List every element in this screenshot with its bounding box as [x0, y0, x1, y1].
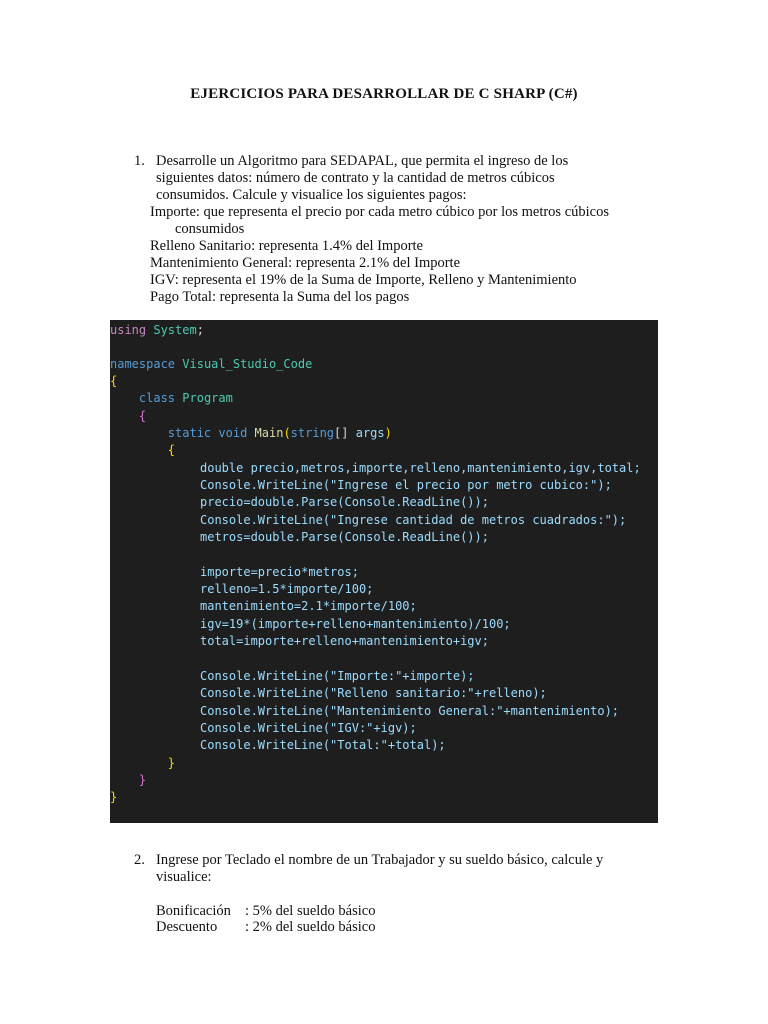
code-token: { — [167, 443, 176, 457]
code-line: Console.WriteLine("Relleno sanitario:"+relleno); — [200, 686, 547, 700]
code-line-brace: } — [110, 790, 118, 804]
code-line: Console.WriteLine("Mantenimiento General:"+mantenimiento); — [200, 704, 620, 718]
code-line-class — [110, 390, 233, 407]
code-line: importe=precio*metros; — [200, 565, 359, 579]
code-line-brace — [110, 442, 175, 459]
code-line: metros=double.Parse(Console.ReadLine()); — [200, 530, 489, 544]
code-line: Console.WriteLine("Total:"+total); — [200, 738, 446, 752]
code-line: precio=double.Parse(Console.ReadLine()); — [200, 495, 489, 509]
code-line-brace — [110, 408, 146, 425]
exercise-item: consumidos — [175, 221, 245, 237]
code-token: Program — [182, 391, 233, 405]
code-line: mantenimiento=2.1*importe/100; — [200, 599, 417, 613]
code-line: igv=19*(importe+relleno+mantenimiento)/100; — [200, 617, 511, 631]
exercise-text-line: visualice: — [156, 869, 212, 885]
page-title: EJERCICIOS PARA DESARROLLAR DE C SHARP (C#) — [190, 86, 578, 102]
exercise-item: Mantenimiento General: representa 2.1% del Importe — [150, 255, 461, 271]
exercise-item: Pago Total: representa la Suma del los pagos — [150, 289, 410, 305]
code-line-brace — [110, 755, 175, 772]
code-token: ; — [196, 323, 204, 337]
code-token: { — [138, 409, 147, 423]
exercise-text-line: consumidos. Calcule y visualice los siguientes pagos: — [156, 187, 467, 203]
code-token: } — [138, 773, 147, 787]
code-line: total=importe+relleno+mantenimiento+igv; — [200, 634, 489, 648]
code-block — [110, 320, 658, 823]
code-token: } — [167, 756, 176, 770]
code-token: using — [110, 323, 147, 337]
exercise-text-line: Desarrolle un Algoritmo para SEDAPAL, que permita el ingreso de los — [156, 153, 569, 169]
exercise-item: Relleno Sanitario: representa 1.4% del Importe — [150, 238, 423, 254]
code-token: void — [218, 426, 248, 440]
code-line-using — [110, 322, 204, 339]
exercise-number: 2. — [134, 852, 145, 868]
code-token: static — [167, 426, 212, 440]
code-token: System — [153, 323, 197, 337]
code-token: string — [290, 426, 335, 440]
code-token: args — [355, 426, 385, 440]
code-line: Console.WriteLine("Ingrese cantidad de metros cuadrados:"); — [200, 513, 627, 527]
code-token: Main — [254, 426, 284, 440]
exercise-text-line: siguientes datos: número de contrato y la cantidad de metros cúbicos — [156, 170, 555, 186]
exercise-item: Importe: que representa el precio por cada metro cúbico por los metros cúbicos — [150, 204, 609, 220]
code-line: Console.WriteLine("Importe:"+importe); — [200, 669, 475, 683]
row-label: Bonificación — [156, 903, 231, 919]
code-line: relleno=1.5*importe/100; — [200, 582, 374, 596]
row-value: : 5% del sueldo básico — [245, 903, 376, 919]
exercise-number: 1. — [134, 153, 145, 169]
code-line-namespace — [110, 356, 312, 373]
row-value: : 2% del sueldo básico — [245, 919, 376, 935]
code-line: double precio,metros,importe,relleno,mantenimiento,igv,total; — [200, 461, 641, 475]
code-line-main: static void Main(string[] args) — [167, 426, 392, 440]
code-line: Console.WriteLine("Ingrese el precio por metro cubico:"); — [200, 478, 612, 492]
code-line-brace: { — [110, 374, 118, 388]
code-token: namespace — [110, 357, 176, 371]
code-line: Console.WriteLine("IGV:"+igv); — [200, 721, 417, 735]
code-token: class — [138, 391, 176, 405]
code-token: Visual_Studio_Code — [182, 357, 313, 371]
exercise-item: IGV: representa el 19% de la Suma de Importe, Relleno y Mantenimiento — [150, 272, 577, 288]
exercise-text-line: Ingrese por Teclado el nombre de un Trabajador y su sueldo básico, calcule y — [156, 852, 604, 868]
code-line-brace — [110, 772, 146, 789]
row-label: Descuento — [156, 919, 218, 935]
